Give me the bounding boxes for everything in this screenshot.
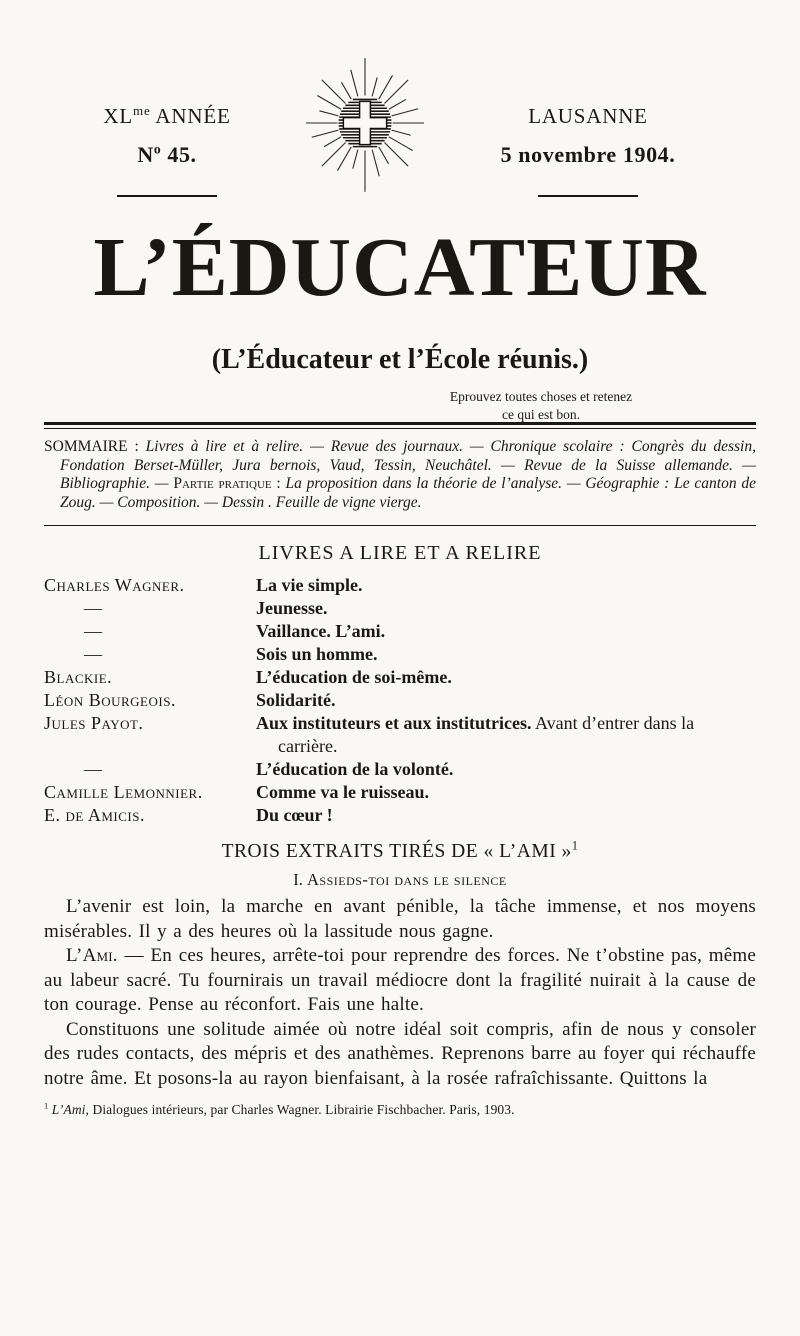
numero-rest: 45. [161, 142, 197, 167]
book-title-text: Comme va le ruisseau. [256, 782, 429, 802]
book-title [256, 597, 756, 620]
divider-double-rule [44, 422, 756, 429]
body-paragraph [44, 944, 756, 1018]
books-section-heading: LIVRES A LIRE ET A RELIRE [258, 542, 542, 564]
book-row [44, 758, 756, 781]
book-author: Jules Payot. [44, 713, 144, 733]
paragraph-text: — En ces heures, arrête-toi pour reprendre des forces. Ne t’obstine pas, même au labeur sacré. Tu fournirais un travail médiocre dont la fragilité nuirait à la cause de ton courage. Pense au réconfort. Fais une halte. [44, 945, 756, 1015]
annee-prefix: XL [103, 104, 134, 128]
book-row [44, 620, 756, 643]
masthead-right [468, 104, 708, 197]
swiss-cross-emblem [306, 50, 424, 203]
extrait-subheading [44, 870, 756, 890]
book-title-text: Sois un homme. [256, 644, 378, 664]
book-title [256, 758, 756, 781]
book-author-ditto: — [84, 598, 103, 618]
book-title [256, 620, 756, 643]
paragraph-lead: L’Ami. [66, 945, 118, 966]
book-author-ditto: — [84, 644, 103, 664]
book-row [44, 712, 756, 758]
book-title-tail: Avant d’entrer dans la carrière. [278, 713, 695, 756]
swiss-cross-sunburst-icon [306, 50, 424, 198]
divider-right-rule [538, 195, 638, 197]
body-paragraph [44, 1018, 756, 1092]
book-title-text: L’éducation de la volonté. [256, 759, 454, 779]
book-author-ditto: — [84, 759, 103, 779]
divider-left-rule [117, 195, 217, 197]
motto-line2: ce qui est bon. [502, 407, 580, 423]
footnote-work-title: L’Ami, [51, 1102, 89, 1117]
book-author: E. de Amicis. [44, 805, 145, 825]
journal-subtitle: (L’Éducateur et l’École réunis.) [211, 344, 589, 375]
issue-number-line [62, 142, 272, 168]
main-text-column [44, 438, 756, 1118]
paragraph-text: L’avenir est loin, la marche en avant pénible, la tâche immense, et nos moyens misérables. Il y a des heures où la lassitude nous gagne. [44, 896, 756, 942]
motto [396, 388, 686, 424]
sommaire-part2: La proposition dans la théorie de l’analyse. — Géographie : Le canton de Zoug. — Composition. — Dessin . Feuille de vigne vierge. [60, 475, 756, 511]
book-author: Léon Bourgeois. [44, 690, 176, 710]
book-author: Blackie. [44, 667, 113, 687]
annee-superscript: me [133, 103, 151, 118]
sommaire-part1: Livres à lire et à relire. — Revue des journaux. — Chronique scolaire : Congrès du dessin, Fondation Berset-Müller, Jura bernois, Vaud, Tessin, Neuchâtel. — Revue de la Suisse allemande. — Bibliographie. — [60, 438, 756, 492]
motto-line1: Eprouvez toutes choses et retenez [449, 389, 633, 404]
book-title [256, 712, 756, 758]
book-title-text: Solidarité. [256, 690, 336, 710]
subheading-text: Assieds-toi dans le silence [307, 870, 507, 889]
extraits-section-heading [44, 838, 756, 863]
book-row [44, 804, 756, 827]
book-row [44, 574, 756, 597]
annee-rest: ANNÉE [150, 104, 231, 128]
sommaire-label: SOMMAIRE : [44, 438, 146, 455]
subheading-roman-numeral: I. [293, 870, 303, 889]
footnote-marker: 1 [44, 1101, 49, 1111]
book-title-text: Du cœur ! [256, 805, 333, 825]
paragraph-text: Constituons une solitude aimée où notre idéal soit compris, afin de nous y consoler des rudes contacts, des mépris et des anathèmes. Reprenons barre au foyer qui réchauffe notre âme. Et posons-la au rayon bienfaisant, à la rosée rafraîchissante. Quittons la [44, 1018, 756, 1089]
book-author-ditto: — [84, 621, 103, 641]
footnote [44, 1102, 756, 1118]
masthead-left [62, 104, 272, 197]
book-row [44, 689, 756, 712]
date-line: 5 novembre 1904. [500, 142, 676, 167]
book-row [44, 781, 756, 804]
book-row [44, 643, 756, 666]
book-title-text: La vie simple. [256, 575, 363, 595]
annee-line [62, 104, 272, 129]
footnote-reference: 1 [571, 838, 579, 853]
book-row [44, 597, 756, 620]
book-title [256, 804, 756, 827]
city-line: LAUSANNE [528, 104, 648, 128]
footnote-text: Dialogues intérieurs, par Charles Wagner. Librairie Fischbacher. Paris, 1903. [89, 1102, 515, 1117]
body-paragraph [44, 895, 756, 944]
divider-thin-rule [44, 525, 756, 526]
book-title [256, 781, 756, 804]
book-title-text: Jeunesse. [256, 598, 328, 618]
journal-title: L’ÉDUCATEUR [93, 221, 707, 314]
book-title [256, 574, 756, 597]
book-author: Camille Lemonnier. [44, 782, 203, 802]
numero-prefix: N [137, 142, 154, 167]
book-title [256, 689, 756, 712]
sommaire-paragraph [44, 438, 756, 512]
book-title [256, 666, 756, 689]
book-author: Charles Wagner. [44, 575, 185, 595]
book-title-text: Vaillance. L’ami. [256, 621, 386, 641]
sommaire-label-pratique: Partie pratique : [173, 475, 286, 492]
extraits-heading-text: TROIS EXTRAITS TIRÉS DE « L’AMI » [221, 841, 572, 862]
book-title [256, 643, 756, 666]
book-title-text: L’éducation de soi-même. [256, 667, 452, 687]
numero-superscript: o [153, 141, 162, 157]
book-list [44, 574, 756, 827]
book-title-text: Aux instituteurs et aux institutrices. [256, 713, 532, 733]
book-row [44, 666, 756, 689]
